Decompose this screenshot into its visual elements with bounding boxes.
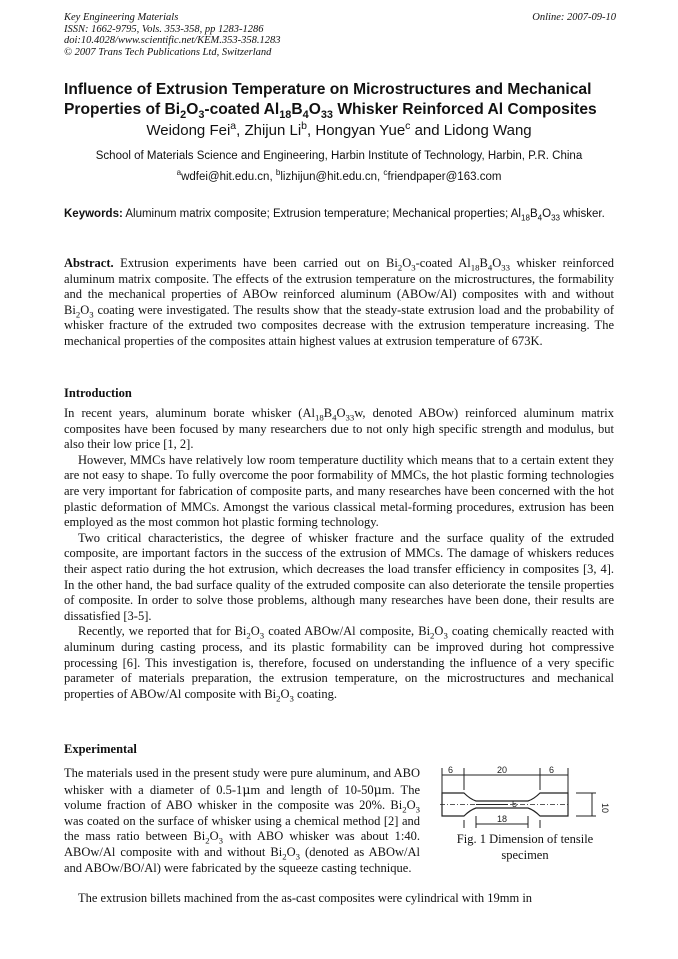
journal-copyright: © 2007 Trans Tech Publications Ltd, Switzerland <box>64 46 272 58</box>
introduction-body <box>64 406 614 702</box>
experimental-continuation: The extrusion billets machined from the as-cast composites were cylindrical with 19mm in <box>78 891 533 905</box>
journal-name: Key Engineering Materials <box>64 12 179 23</box>
journal-header <box>64 12 616 58</box>
keywords-label: Keywords: <box>64 208 123 220</box>
dim-bottom: 18 <box>497 814 508 824</box>
paragraph: Two critical characteristics, the degree of whisker fracture and the surface quality of the extruded composite, are important factors in the success of the extrusion of MMCs. The damage of whiskers reduces their aspect ratio during the hot extrusion, which decreases the load transfer efficiency in composites [3, 4]. In the other hand, the bad surface quality of the extruded composite can also deteriorate the tensile properties of composite. In order to solve those problems, although many researches have been done, their results are dissatisfied [3-5]. <box>64 530 614 623</box>
author-name: Weidong Fei <box>146 122 231 139</box>
author-name: Lidong Wang <box>443 122 532 139</box>
journal-doi: doi:10.4028/www.scientific.net/KEM.353-358.1283 <box>64 35 281 46</box>
figure-1 <box>432 766 618 863</box>
abstract: Abstract. Extrusion experiments have been carried out on $Bi_2O_3$-coated $Al_{18}B_4O_{33}$ whisker reinforced aluminum matrix composite. The effects of the extrusion temperature on the microstructures, the formability and the mechanical properties of ABOw reinforced aluminum (ABOw/Al) composites with and without $Bi_2O_3$ coating were investigated. The results show that the steady-state extrusion load and the probability of whisker fracture of the extruded two composites decrease with the extrusion temperature increasing. The mechanical properties of the composites attain highest values at extrusion temperature of 673K. <box>64 256 615 348</box>
email-link[interactable]: friendpaper@163.com <box>387 171 502 183</box>
author-name: Hongyan Yue <box>315 122 406 139</box>
email-link[interactable]: wdfei@hit.edu.cn, <box>181 171 276 183</box>
author-name: Zhijun Li <box>244 122 302 139</box>
figure-caption: Fig. 1 Dimension of tensile specimen <box>456 832 594 862</box>
author-list: Weidong Fei$^a$, Zhijun Li$^b$, Hongyan Yue$^c$ and Lidong Wang <box>146 120 532 139</box>
title-line-1: Influence of Extrusion Temperature on Microstructures and Mechanical <box>64 81 592 98</box>
title-line-2: Properties of $Bi_2O_3$-coated $Al_{18}B_4O_{33}$ Whisker Reinforced Al Composites <box>64 101 597 122</box>
dim-left-grip: 6 <box>448 765 454 775</box>
keywords: Keywords: Aluminum matrix composite; Extrusion temperature; Mechanical properties; $Al_{18}B_4O_{33}$ whisker. <box>64 208 605 223</box>
paragraph: However, MMCs have relatively low room temperature ductility which means that to a certain extent they are not easy to shape. To fully overcome the poor formability of MMCs, the hot plastic forming technologies are very important for fabrication of composite parts, and many researches have been concerned with the hot plastic deformation of MMCs. Amongst the various classical metal-forming procedures, extrusion has been employed as the most common hot plastic forming technology. <box>64 452 614 530</box>
paper-title <box>64 80 624 120</box>
dim-gauge-top: 20 <box>497 765 508 775</box>
online-date: Online: 2007-09-10 <box>532 12 616 23</box>
affiliation: School of Materials Science and Engineering, Harbin Institute of Technology, Harbin, P.R. China <box>95 150 583 162</box>
paragraph: Recently, we reported that for $Bi_2O_3$ coated ABOw/Al composite, $Bi_2O_3$ coating chemically reacted with aluminum during casting process, and its plastic formability can be improved during hot compressive processing [6]. This investigation is, therefore, focused on understanding the influence of a very specific parameter of materials preparation, the extrusion temperature, on the microstructures and mechanical properties of ABOw/Al composite with $Bi_2O_3$ coating. <box>64 624 614 704</box>
dim-inner: 5 <box>512 799 518 809</box>
experimental-body: The materials used in the present study were pure aluminum, and ABO whisker with a diameter of 0.5-1μm and length of 10-50μm. The volume fraction of ABO whisker in the composite was 20%. $Bi_2O_3$ was coated on the surface of whisker using a chemical method [2] and the mass ratio between $Bi_2O_3$ with ABO whisker was about 1:40. ABOw/Al composite with and without $Bi_2O_3$ (denoted as ABOw/Al and ABOw/BO/Al) were fabricated by the squeeze casting technique. <box>64 766 420 875</box>
section-heading-experimental: Experimental <box>64 742 137 756</box>
author-emails: $^a$wdfei@hit.edu.cn, $^b$lizhijun@hit.edu.cn, $^c$friendpaper@163.com <box>176 168 502 183</box>
paragraph: In recent years, aluminum borate whisker ($Al_{18}B_4O_{33}w$, denoted ABOw) reinforced aluminum matrix composites have been focused by many researchers due to not only high specific strength and modulus, but also their low price [1, 2]. <box>64 406 614 452</box>
journal-issn: ISSN: 1662-9795, Vols. 353-358, pp 1283-1286 <box>64 23 264 35</box>
dim-diameter: 10 <box>600 802 610 814</box>
tensile-specimen-drawing <box>436 766 608 830</box>
section-heading-introduction: Introduction <box>64 386 132 400</box>
dim-right-grip: 6 <box>549 765 555 775</box>
email-link[interactable]: lizhijun@hit.edu.cn, <box>280 171 384 183</box>
abstract-label: Abstract. <box>64 256 114 270</box>
